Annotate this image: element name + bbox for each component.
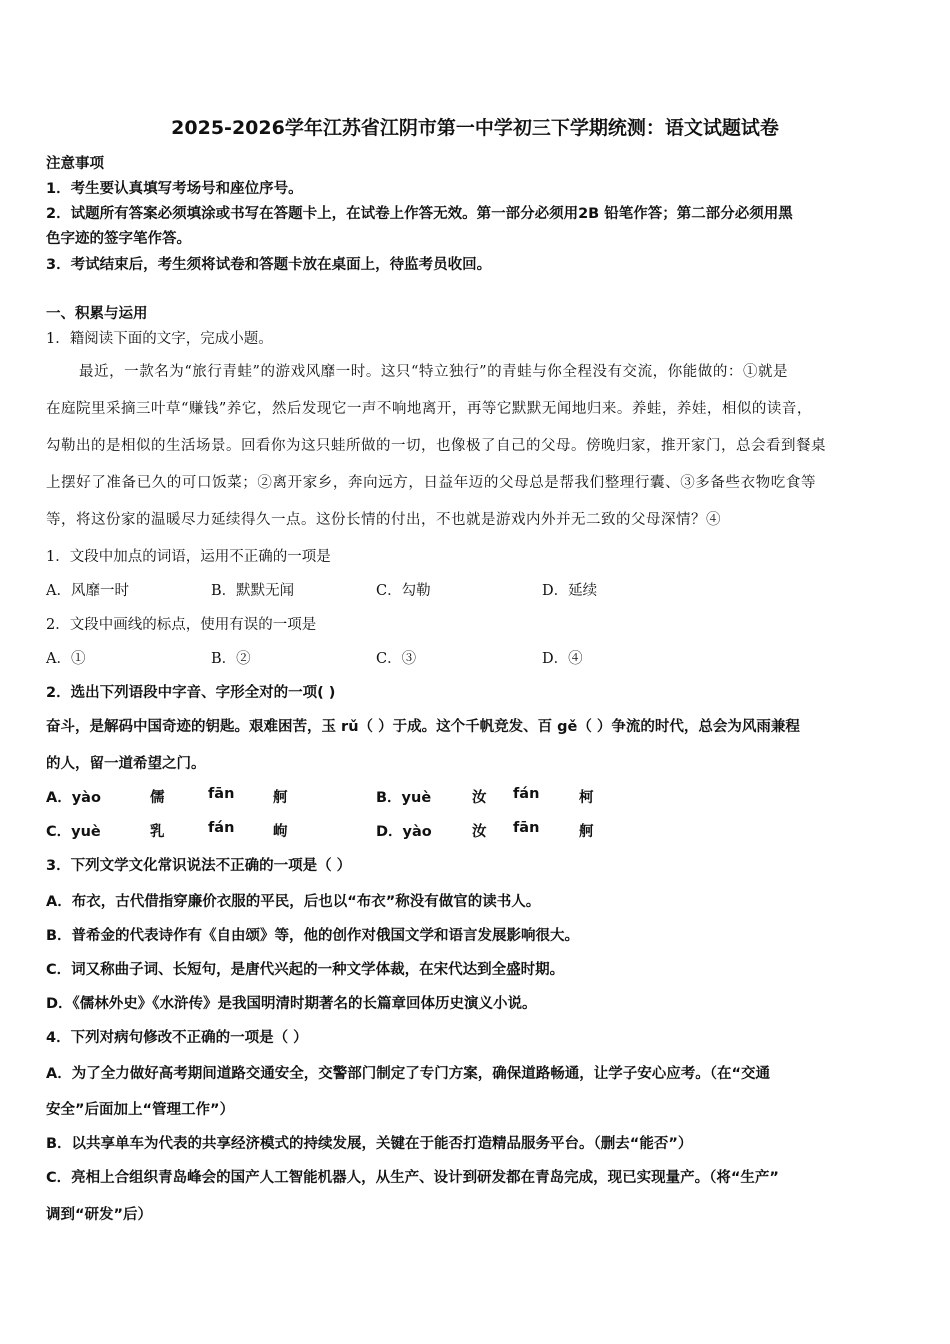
option-d-word-2: fān bbox=[513, 820, 540, 836]
option-a: A．① bbox=[46, 651, 86, 667]
option-c-word-1: 乳 bbox=[150, 824, 165, 840]
q1-passage-line-2: 在庭院里采摘三叶草“赚钱”养它，然后发现它一声不响地离开，再等它默默无闻地归来。养蛙，养娃，相似的读音， bbox=[46, 401, 812, 417]
option-c: C．勾勒 bbox=[376, 583, 431, 599]
q4-option-a-line-2: 安全”后面加上“管理工作”） bbox=[46, 1102, 235, 1118]
q1-passage-line-4: 上摆好了准备已久的可口饭菜；②离开家乡，奔向远方，日益年迈的父母总是帮我们整理行囊、③多备些衣物吃食等 bbox=[46, 475, 817, 491]
option-c-label: C．yuè bbox=[46, 824, 101, 840]
page-title: 2025-2026学年江苏省江阴市第一中学初三下学期统测：语文试题试卷 bbox=[171, 117, 779, 139]
notice-item-3: 3．考试结束后，考生须将试卷和答题卡放在桌面上，待监考员收回。 bbox=[46, 257, 492, 273]
notice-item-1: 1．考生要认真填写考场号和座位序号。 bbox=[46, 181, 303, 197]
q1-stem: 1．籍阅读下面的文字，完成小题。 bbox=[46, 331, 273, 347]
option-d: D．④ bbox=[542, 651, 583, 667]
q4-option-a-line-1: A．为了全力做好高考期间道路交通安全，交警部门制定了专门方案，确保道路畅通，让学子安心应考。（在“交通 bbox=[46, 1066, 770, 1082]
q2-stem: 2．选出下列语段中字音、字形全对的一项( ) bbox=[46, 685, 336, 701]
q3-stem: 3．下列文学文化常识说法不正确的一项是（ ） bbox=[46, 858, 352, 874]
notice-item-2: 2．试题所有答案必须填涂或书写在答题卡上，在试卷上作答无效。第一部分必须用2B 铅笔作答；第二部分必须用黑 bbox=[46, 206, 793, 222]
option-c-word-2: fán bbox=[208, 820, 235, 836]
option-b-label: B．yuè bbox=[376, 790, 432, 806]
notice-heading: 注意事项 bbox=[46, 156, 104, 172]
option-d: D．延续 bbox=[542, 583, 598, 599]
notice-item-2-cont: 色字迹的签字笔作答。 bbox=[46, 231, 191, 247]
q1-sub1-stem: 1．文段中加点的词语，运用不正确的一项是 bbox=[46, 549, 331, 565]
q1-sub2-stem: 2．文段中画线的标点，使用有误的一项是 bbox=[46, 617, 317, 633]
option-d-word-1: 汝 bbox=[472, 824, 487, 840]
option-d-label: D．yào bbox=[376, 824, 432, 840]
q3-option-b: B．普希金的代表诗作有《自由颂》等，他的创作对俄国文学和语言发展影响很大。 bbox=[46, 928, 580, 944]
option-b: B．默默无闻 bbox=[211, 583, 295, 599]
option-b: B．② bbox=[211, 651, 251, 667]
option-a-word-2: fān bbox=[208, 786, 235, 802]
option-b-word-1: 汝 bbox=[472, 790, 487, 806]
option-c-word-3: 岣 bbox=[273, 824, 288, 840]
option-d-word-3: 舸 bbox=[579, 824, 594, 840]
q1-passage-line-1: 最近，一款名为“旅行青蛙”的游戏风靡一时。这只“特立独行”的青蛙与你全程没有交流，你能做的：①就是 bbox=[79, 364, 789, 380]
q4-stem: 4．下列对病句修改不正确的一项是（ ） bbox=[46, 1030, 308, 1046]
option-a-word-3: 舸 bbox=[273, 790, 288, 806]
option-c: C．③ bbox=[376, 651, 417, 667]
option-b-word-3: 柯 bbox=[579, 790, 594, 806]
q4-option-b: B．以共享单车为代表的共享经济模式的持续发展，关键在于能否打造精品服务平台。（删去“能否”） bbox=[46, 1136, 693, 1152]
option-b-word-2: fán bbox=[513, 786, 540, 802]
q1-passage-line-5: 等，将这份家的温暖尽力延续得久一点。这份长情的付出，不也就是游戏内外并无二致的父母深情？④ bbox=[46, 512, 721, 528]
option-a: A．风靡一时 bbox=[46, 583, 129, 599]
q3-option-c: C．词又称曲子词、长短句，是唐代兴起的一种文学体裁，在宋代达到全盛时期。 bbox=[46, 962, 565, 978]
q2-text-line-2: 的人，留一道希望之门。 bbox=[46, 756, 206, 772]
q3-option-d: D．《儒林外史》《水浒传》是我国明清时期著名的长篇章回体历史演义小说。 bbox=[46, 996, 537, 1012]
option-a-word-1: 儒 bbox=[150, 790, 165, 806]
q4-option-c-line-2: 调到“研发”后） bbox=[46, 1207, 153, 1223]
option-a-label: A．yào bbox=[46, 790, 101, 806]
q2-text-line-1: 奋斗，是解码中国奇迹的钥匙。艰难困苦，玉 rǔ（ ）于成。这个千帆竞发、百 gě（ ）争流的时代，总会为风雨兼程 bbox=[46, 719, 800, 735]
section-heading: 一、积累与运用 bbox=[46, 306, 148, 322]
q1-passage-line-3: 勾勒出的是相似的生活场景。回看你为这只蛙所做的一切，也像极了自己的父母。傍晚归家，推开家门，总会看到餐桌 bbox=[46, 438, 826, 454]
q3-option-a: A．布衣，古代借指穿廉价衣服的平民，后也以“布衣”称没有做官的读书人。 bbox=[46, 894, 541, 910]
q4-option-c-line-1: C．亮相上合组织青岛峰会的国产人工智能机器人，从生产、设计到研发都在青岛完成，现已实现量产。（将“生产” bbox=[46, 1170, 779, 1186]
